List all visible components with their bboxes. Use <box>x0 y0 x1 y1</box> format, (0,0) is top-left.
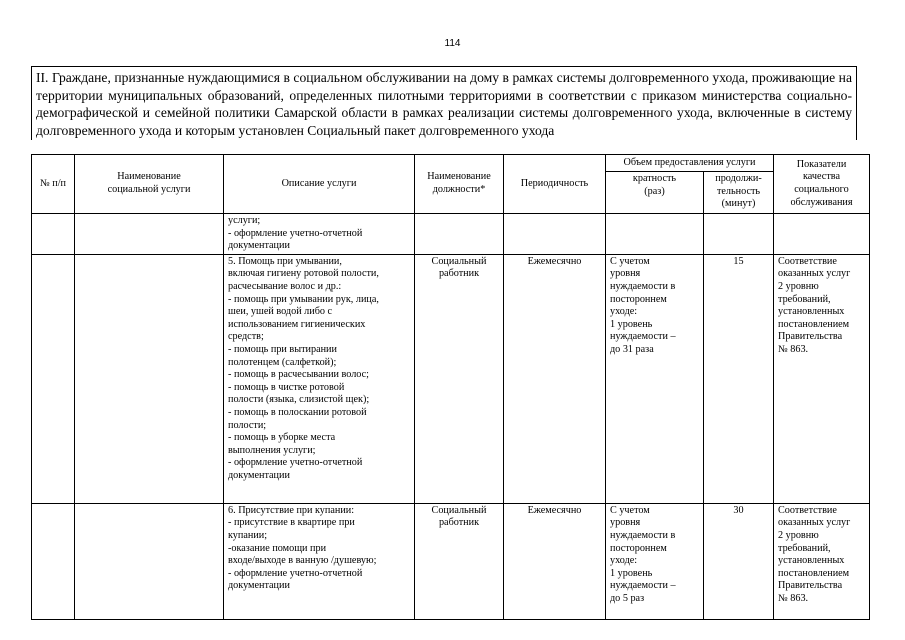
cell-line: оказанных услуг <box>778 268 851 280</box>
cell-line: Правительства <box>778 331 843 343</box>
services-table <box>31 154 870 620</box>
cell-line: 2 уровню <box>778 280 819 292</box>
cell-line: услуги; <box>228 215 261 226</box>
cell-line: документации <box>228 580 290 592</box>
cell-line: 6. Присутствие при купании: <box>228 504 355 516</box>
table-row <box>32 503 870 619</box>
row-description <box>224 503 415 619</box>
row-position <box>415 214 504 255</box>
row-periodicity: Ежемесячно <box>504 503 606 619</box>
cell-line: до 5 раз <box>610 592 645 604</box>
cell-line: № 863. <box>778 343 809 355</box>
row-multiplicity <box>606 214 704 255</box>
cell-line: установленных <box>778 555 845 567</box>
cell-line: документации <box>228 240 290 252</box>
cell-line: - оформление учетно-отчетной <box>228 227 363 239</box>
cell-line: Соответствие <box>778 255 837 267</box>
header-periodicity: Периодичность <box>504 155 606 214</box>
row-position <box>415 254 504 503</box>
cell-line: требований, <box>778 293 831 305</box>
cell-line: работник <box>438 268 480 280</box>
row-multiplicity <box>606 254 704 503</box>
row-quality <box>774 503 870 619</box>
row-description <box>224 254 415 503</box>
row-num <box>32 503 75 619</box>
cell-line: работник <box>438 517 480 529</box>
cell-line: до 31 раза <box>610 343 654 355</box>
cell-line: выполнения услуги; <box>228 444 316 456</box>
cell-line: нуждаемости в <box>610 280 676 292</box>
cell-line: нуждаемости – <box>610 331 676 343</box>
cell-line: Социальный <box>431 504 487 516</box>
cell-line: 2 уровню <box>778 529 819 541</box>
cell-line: оказанных услуг <box>778 517 851 529</box>
row-duration: 30 <box>704 503 774 619</box>
cell-line: полотенцем (салфеткой); <box>228 356 337 368</box>
cell-line: Социальный <box>431 255 487 267</box>
header-duration: продолжи- тельность (минут) <box>704 172 774 214</box>
table-row <box>32 214 870 255</box>
cell-line: - помощь в чистке ротовой <box>228 381 345 393</box>
cell-line: средств; <box>228 331 264 343</box>
row-service-name <box>75 254 224 503</box>
cell-line: уходе: <box>610 555 638 567</box>
cell-line: постороннем <box>610 542 667 554</box>
cell-line: - помощь при умывании рук, лица, <box>228 293 379 305</box>
page-number: 114 <box>444 38 461 49</box>
cell-line: входе/выходе в ванную /душевую; <box>228 555 377 567</box>
cell-line: полости (языка, слизистой щек); <box>228 394 370 406</box>
cell-line: - помощь в полоскании ротовой <box>228 406 367 418</box>
cell-line: 1 уровень <box>610 567 653 579</box>
row-service-name <box>75 503 224 619</box>
row-duration: 15 <box>704 254 774 503</box>
cell-line: постороннем <box>610 293 667 305</box>
table-body <box>32 214 870 620</box>
cell-line: - оформление учетно-отчетной <box>228 457 363 469</box>
row-position <box>415 503 504 619</box>
cell-line: нуждаемости в <box>610 529 676 541</box>
cell-line: шеи, ушей водой либо с <box>228 306 333 318</box>
cell-line: - помощь в расчесывании волос; <box>228 369 370 381</box>
cell-line: 1 уровень <box>610 318 653 330</box>
header-position: Наименование должности* <box>415 155 504 214</box>
header-description: Описание услуги <box>224 155 415 214</box>
cell-line: - помощь в уборке места <box>228 432 336 444</box>
header-service-name: Наименование социальной услуги <box>75 155 224 214</box>
row-num <box>32 254 75 503</box>
cell-line: Соответствие <box>778 504 837 516</box>
cell-line: уходе: <box>610 306 638 318</box>
cell-line: С учетом <box>610 255 650 267</box>
row-quality <box>774 254 870 503</box>
row-quality <box>774 214 870 255</box>
row-duration <box>704 214 774 255</box>
cell-line: полости; <box>228 419 267 431</box>
row-description <box>224 214 415 255</box>
cell-line: расчесывание волос и др.: <box>228 280 342 292</box>
header-quality: Показатели качества социального обслуживания <box>774 155 870 214</box>
cell-line: - присутствие в квартире при <box>228 517 355 529</box>
cell-line: установленных <box>778 306 845 318</box>
header-volume-group: Объем предоставления услуги <box>606 155 774 172</box>
row-service-name <box>75 214 224 255</box>
cell-line: С учетом <box>610 504 650 516</box>
cell-line: 5. Помощь при умывании, <box>228 255 342 267</box>
header-multiplicity: кратность (раз) <box>606 172 704 214</box>
cell-line: постановлением <box>778 318 850 330</box>
cell-line: нуждаемости – <box>610 580 676 592</box>
cell-line: - помощь при вытирании <box>228 343 337 355</box>
cell-line: купании; <box>228 529 268 541</box>
cell-line: Правительства <box>778 580 843 592</box>
cell-line: -оказание помощи при <box>228 542 327 554</box>
cell-line: - оформление учетно-отчетной <box>228 567 363 579</box>
row-periodicity <box>504 214 606 255</box>
cell-line: № 863. <box>778 592 809 604</box>
row-num <box>32 214 75 255</box>
cell-line: требований, <box>778 542 831 554</box>
row-periodicity: Ежемесячно <box>504 254 606 503</box>
header-num: № п/п <box>32 155 75 214</box>
cell-line: использованием гигиенических <box>228 318 366 330</box>
cell-line: документации <box>228 469 290 481</box>
row-multiplicity <box>606 503 704 619</box>
cell-line: уровня <box>610 268 641 280</box>
section-heading: II. Граждане, признанные нуждающимися в социальном обслуживании на дому в рамках системы долговременного ухода, проживающие на территории муниципальных образований, определенных пилотными территориями в соответствии с приказом министерства социально-демографической и семейной политики Самарской области в рамках реализации системы долговременного ухода, включенные в систему долговременного ухода и которым установлен Социальный пакет долговременного ухода <box>31 66 857 140</box>
cell-line: включая гигиену ротовой полости, <box>228 268 379 280</box>
table-row <box>32 254 870 503</box>
cell-line: постановлением <box>778 567 850 579</box>
cell-line: уровня <box>610 517 641 529</box>
